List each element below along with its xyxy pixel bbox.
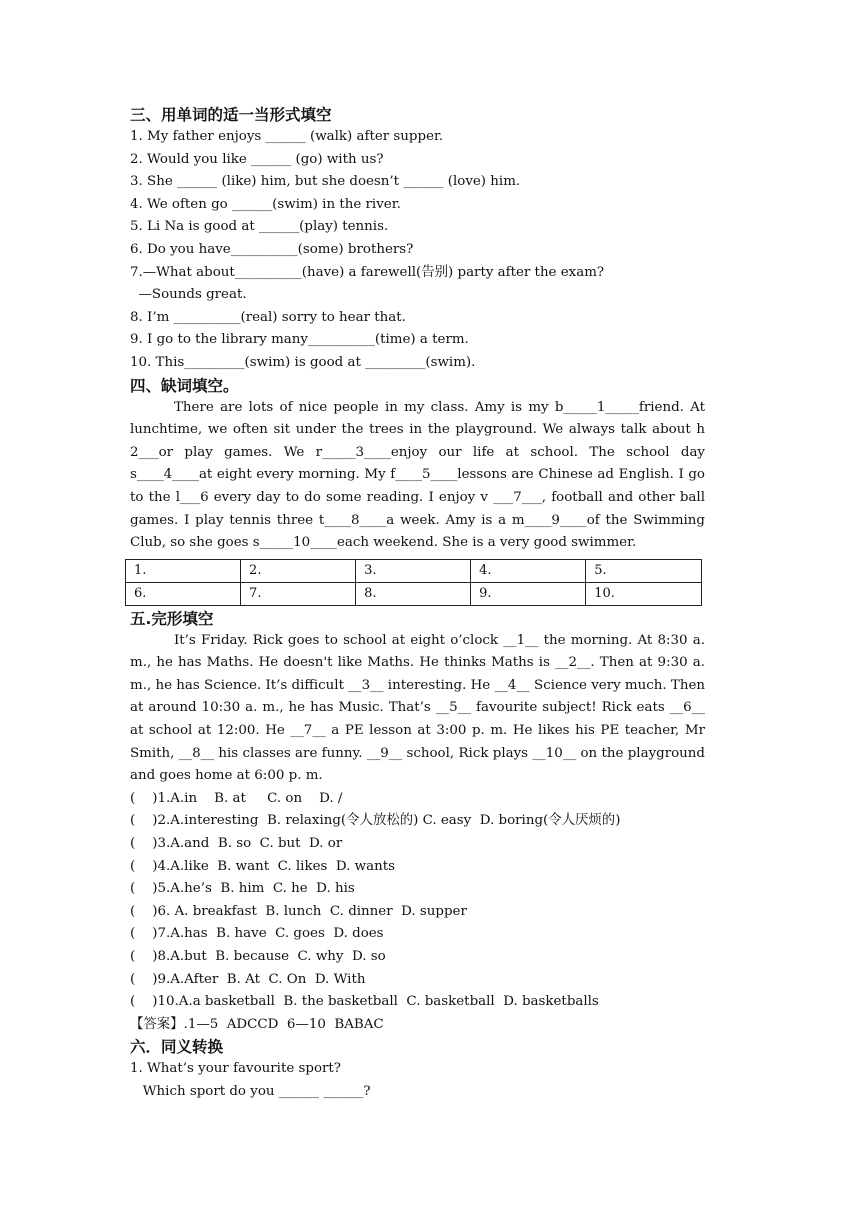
option-row: ( )7.A.has B. have C. goes D. does [130,926,384,942]
worksheet-page [130,104,705,1104]
question-item: 9. I go to the library many__________(time) a term. [130,332,469,348]
question-item: 8. I’m __________(real) sorry to hear that. [130,309,406,325]
question-item: Which sport do you ______ ______? [130,1083,371,1099]
question-item: 5. Li Na is good at ______(play) tennis. [130,219,389,235]
question-item: 10. This_________(swim) is good at _________(swim). [130,354,476,370]
answer-grid-row [126,559,702,582]
answer-cell[interactable]: 9. [471,582,586,605]
answer-cell[interactable]: 10. [586,582,702,605]
option-row: ( )3.A.and B. so C. but D. or [130,836,343,852]
option-row: ( )6. A. breakfast B. lunch C. dinner D. supper [130,903,467,919]
option-row: ( )2.A.interesting B. relaxing(令人放松的) C. easy D. boring(令人厌烦的) [130,813,621,829]
question-item: 2. Would you like ______ (go) with us? [130,151,384,167]
answer-cell[interactable]: 4. [471,559,586,582]
question-item: 3. She ______ (like) him, but she doesn’t ______ (love) him. [130,174,521,190]
section-5-options [130,788,705,1014]
answer-key: 【答案】.1—5 ADCCD 6—10 BABAC [130,1016,384,1032]
answer-cell[interactable]: 3. [356,559,471,582]
answer-cell[interactable]: 2. [241,559,356,582]
section-5-passage: It’s Friday. Rick goes to school at eight o’clock __1__ the morning. At 8:30 a. m., he has Maths. He doesn't like Maths. He thinks Maths is __2__. Then at 9:30 a. m., he has Science. It’s difficult __3__ interesting. He __4__ Science very much. Then at around 10:30 a. m., he has Music. That’s __5__ favourite subject! Rick eats __6__ at school at 12:00. He __7__ a PE lesson at 3:00 p. m. He likes his PE teacher, Mr Smith, __8__ his classes are funny. __9__ school, Rick plays __10__ on the playground and goes home at 6:00 p. m. [130,632,705,784]
answer-cell[interactable]: 7. [241,582,356,605]
section-5-title: 五.完形填空 [130,609,214,628]
answer-grid [125,559,702,606]
option-row: ( )9.A.After B. At C. On D. With [130,971,366,987]
question-item: 6. Do you have__________(some) brothers? [130,241,414,257]
section-4-passage: There are lots of nice people in my class. Amy is my b_____1_____friend. At lunchtime, we often sit under the trees in the playground. We always talk about h 2___or play games. We r_____3____enjoy our life at school. The school day s____4____at eight every morning. My f____5____lessons are Chinese ad English. I go to the l___6 every day to do some reading. I enjoy v ___7___, football and other ball games. I play tennis three t____8____a week. Amy is a m____9____of the Swimming Club, so she goes s_____10____each weekend. She is a very good swimmer. [130,399,705,551]
section-6-title: 六．同义转换 [130,1038,224,1057]
option-row: ( )8.A.but B. because C. why D. so [130,949,386,964]
question-item: 7.—What about__________(have) a farewell(告别) party after the exam? [130,264,605,280]
section-3-items [130,126,705,375]
answer-cell[interactable]: 1. [126,559,241,582]
question-item: 1. What’s your favourite sport? [130,1061,341,1077]
answer-cell[interactable]: 6. [126,582,241,605]
option-row: ( )4.A.like B. want C. likes D. wants [130,858,395,874]
question-item: 4. We often go ______(swim) in the river. [130,196,401,212]
section-3-title: 三、用单词的适一当形式填空 [130,106,332,124]
answer-cell[interactable]: 5. [586,559,702,582]
option-row: ( )1.A.in B. at C. on D. / [130,790,343,806]
option-row: ( )10.A.a basketball B. the basketball C. basketball D. basketballs [130,994,599,1010]
option-row: ( )5.A.he’s B. him C. he D. his [130,881,355,897]
answer-grid-row [126,582,702,605]
section-4-title: 四、缺词填空。 [130,376,239,395]
question-item: —Sounds great. [130,287,247,303]
question-item: 1. My father enjoys ______ (walk) after supper. [130,129,444,144]
answer-cell[interactable]: 8. [356,582,471,605]
